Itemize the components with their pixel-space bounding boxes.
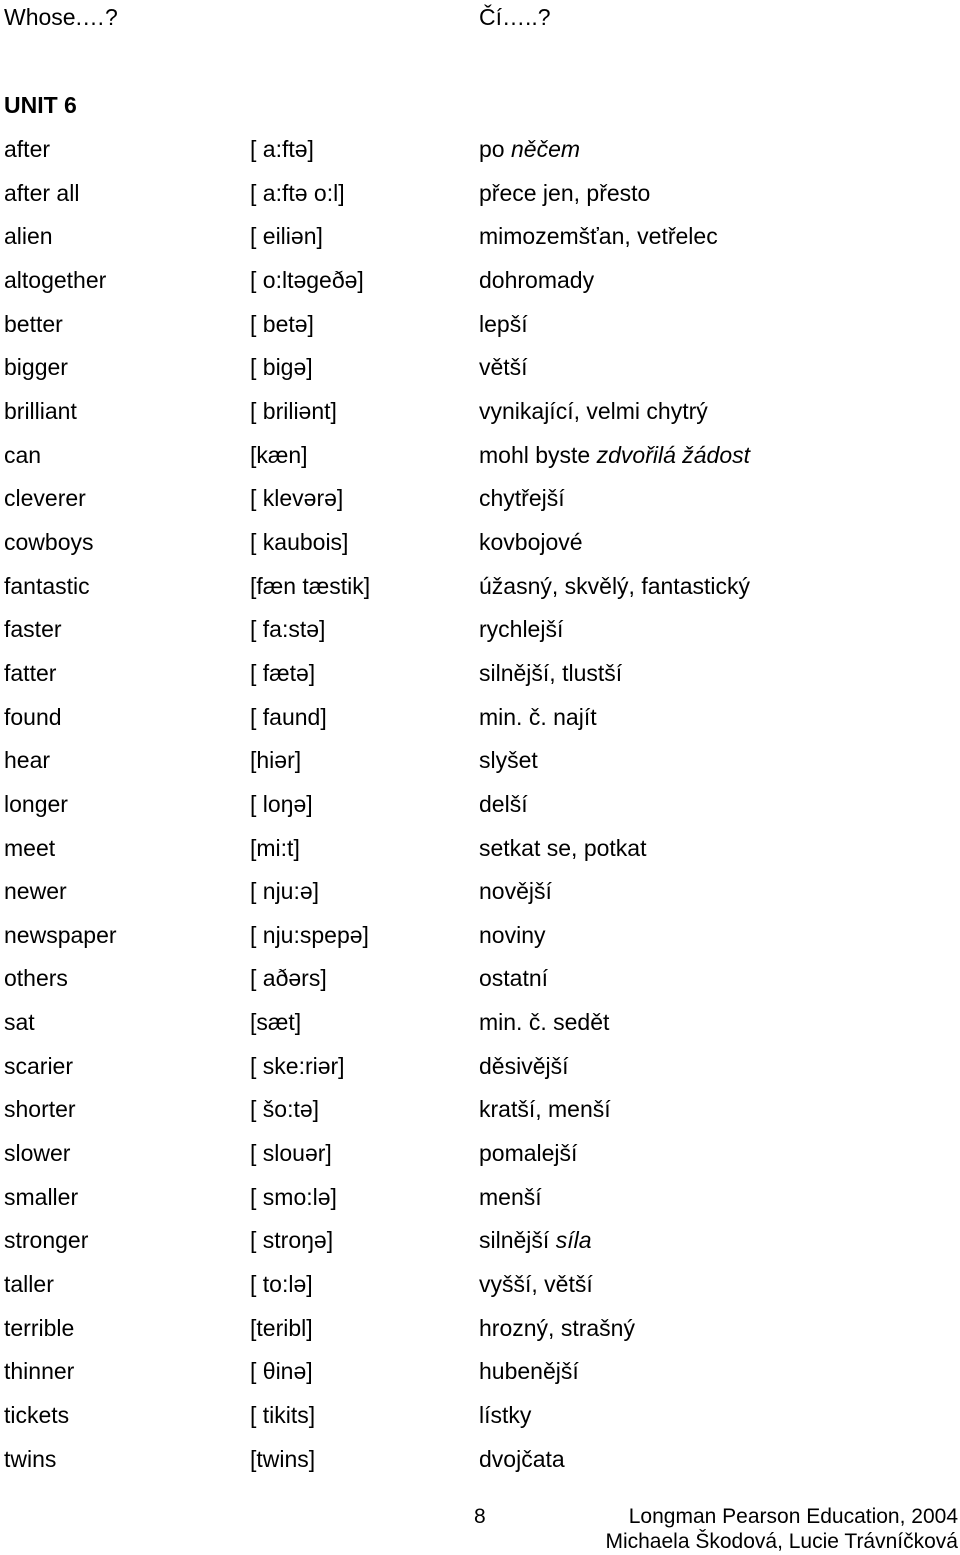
- phonetic-transcription: [sæt]: [250, 1009, 302, 1036]
- czech-translation-text: větší: [479, 354, 528, 381]
- czech-translation-text: noviny: [479, 921, 546, 948]
- vocab-row: [0, 652, 960, 696]
- phonetic-transcription: [ a:ftə o:l]: [250, 179, 345, 206]
- phonetic-transcription: [ loŋə]: [250, 790, 313, 817]
- vocab-row: [0, 1001, 960, 1045]
- czech-translation-text: slyšet: [479, 747, 538, 774]
- phonetic-transcription: [ aðərs]: [250, 965, 327, 992]
- phonetic-transcription: [ klevərə]: [250, 485, 344, 512]
- czech-translation: [479, 1394, 531, 1438]
- czech-translation: [479, 957, 548, 1001]
- czech-translation: [479, 1132, 577, 1176]
- czech-translation-text: dohromady: [479, 266, 595, 293]
- english-word: after: [4, 136, 51, 162]
- english-word: fantastic: [4, 572, 90, 599]
- english-word: meet: [4, 834, 56, 861]
- vocab-row: [0, 827, 960, 871]
- czech-translation-text: kovbojové: [479, 528, 583, 555]
- czech-translation-text: vyšší, větší: [479, 1271, 593, 1298]
- czech-translation-note: síla: [555, 1227, 592, 1254]
- phonetic-transcription: [ nju:spepə]: [250, 921, 369, 948]
- english-word: sat: [4, 1009, 35, 1036]
- english-word: longer: [4, 790, 68, 817]
- english-word: slower: [4, 1140, 71, 1167]
- phonetic-transcription: [teribl]: [250, 1314, 313, 1341]
- phonetic-transcription: [ to:lə]: [250, 1271, 313, 1298]
- czech-translation: [479, 346, 528, 390]
- czech-translation: [479, 1307, 635, 1351]
- czech-translation: [479, 172, 650, 216]
- english-word: newer: [4, 878, 67, 905]
- english-word: twins: [4, 1445, 57, 1472]
- czech-translation-text: silnější: [479, 1227, 550, 1254]
- czech-translation-text: ostatní: [479, 965, 549, 992]
- czech-translation: [479, 565, 750, 609]
- czech-translation: [479, 608, 563, 652]
- czech-translation-text: vynikající, velmi chytrý: [479, 397, 708, 424]
- phonetic-transcription: [ a:ftə]: [250, 136, 314, 162]
- vocab-row: [0, 696, 960, 740]
- vocab-row: [0, 1438, 960, 1482]
- english-word: better: [4, 310, 63, 337]
- czech-translation: [479, 303, 528, 347]
- english-word: after all: [4, 179, 80, 206]
- phonetic-transcription: [ bigə]: [250, 354, 313, 381]
- czech-translation-text: menší: [479, 1183, 542, 1210]
- czech-translation-text: dvojčata: [479, 1445, 565, 1472]
- publisher-credit: Longman Pearson Education, 2004: [628, 1505, 958, 1528]
- czech-translation: [479, 1263, 593, 1307]
- vocab-row: [0, 303, 960, 347]
- czech-translation: [479, 1176, 542, 1220]
- english-word: terrible: [4, 1314, 75, 1341]
- czech-translation-text: kratší, menší: [479, 1096, 611, 1123]
- vocab-row: [0, 608, 960, 652]
- czech-translation-text: delší: [479, 790, 528, 817]
- phonetic-transcription: [ θinə]: [250, 1358, 313, 1385]
- header-left-title: Whose.…?: [4, 4, 118, 30]
- phonetic-transcription: [ smo:lə]: [250, 1183, 337, 1210]
- czech-translation-text: hrozný, strašný: [479, 1314, 635, 1341]
- czech-translation: [479, 434, 750, 478]
- vocab-row: [0, 1263, 960, 1307]
- english-word: shorter: [4, 1096, 76, 1123]
- vocab-row: [0, 259, 960, 303]
- czech-translation-text: min. č. najít: [479, 703, 597, 730]
- vocab-row: [0, 739, 960, 783]
- vocab-row: [0, 957, 960, 1001]
- czech-translation: [479, 259, 594, 303]
- czech-translation: [479, 652, 622, 696]
- vocab-row: [0, 1176, 960, 1220]
- page-number: 8: [474, 1505, 486, 1528]
- phonetic-transcription: [ fætə]: [250, 659, 316, 686]
- czech-translation-text: děsivější: [479, 1052, 569, 1079]
- vocab-row: [0, 1219, 960, 1263]
- phonetic-transcription: [ briliənt]: [250, 397, 337, 424]
- czech-translation: [479, 1045, 568, 1089]
- english-word: alien: [4, 223, 53, 250]
- czech-translation: [479, 1350, 579, 1394]
- czech-translation-text: pomalejší: [479, 1140, 578, 1167]
- phonetic-transcription: [ šo:tə]: [250, 1096, 320, 1123]
- vocab-row: [0, 870, 960, 914]
- czech-translation-text: chytřejší: [479, 485, 565, 512]
- czech-translation: [479, 696, 597, 740]
- phonetic-transcription: [kæn]: [250, 441, 308, 468]
- authors-credit: Michaela Škodová, Lucie Trávníčková: [605, 1530, 958, 1553]
- czech-translation-text: hubenější: [479, 1358, 579, 1385]
- vocab-row: [0, 565, 960, 609]
- english-word: bigger: [4, 354, 68, 381]
- czech-translation: [479, 827, 646, 871]
- english-word: stronger: [4, 1227, 89, 1254]
- vocab-row: [0, 1088, 960, 1132]
- english-word: thinner: [4, 1358, 75, 1385]
- czech-translation-text: setkat se, potkat: [479, 834, 647, 861]
- phonetic-transcription: [ tikits]: [250, 1402, 316, 1429]
- phonetic-transcription: [mi:t]: [250, 834, 300, 861]
- czech-translation: [479, 1219, 592, 1263]
- english-word: faster: [4, 616, 62, 643]
- english-word: found: [4, 703, 62, 730]
- czech-translation-text: novější: [479, 878, 552, 905]
- phonetic-transcription: [ faund]: [250, 703, 327, 730]
- czech-translation-text: lístky: [479, 1402, 532, 1429]
- vocab-row: [0, 172, 960, 216]
- english-word: taller: [4, 1271, 54, 1298]
- czech-translation-text: po: [479, 136, 505, 162]
- czech-translation-text: min. č. sedět: [479, 1009, 610, 1036]
- czech-translation-text: rychlejší: [479, 616, 564, 643]
- english-word: tickets: [4, 1402, 70, 1429]
- english-word: brilliant: [4, 397, 77, 424]
- czech-translation: [479, 128, 580, 172]
- phonetic-transcription: [ nju:ə]: [250, 878, 320, 905]
- vocab-row: [0, 914, 960, 958]
- vocab-row: [0, 783, 960, 827]
- english-word: hear: [4, 747, 51, 774]
- phonetic-transcription: [ betə]: [250, 310, 314, 337]
- phonetic-transcription: [ stroŋə]: [250, 1227, 334, 1254]
- czech-translation: [479, 739, 538, 783]
- czech-translation: [479, 1001, 609, 1045]
- czech-translation: [479, 870, 552, 914]
- english-word: cleverer: [4, 485, 86, 512]
- english-word: smaller: [4, 1183, 79, 1210]
- czech-translation: [479, 914, 545, 958]
- czech-translation-text: silnější, tlustší: [479, 659, 623, 686]
- vocab-row: [0, 128, 960, 172]
- vocab-row: [0, 346, 960, 390]
- english-word: can: [4, 441, 42, 468]
- vocab-row: [0, 1045, 960, 1089]
- english-word: fatter: [4, 659, 57, 686]
- czech-translation: [479, 477, 565, 521]
- vocab-row: [0, 477, 960, 521]
- czech-translation-text: mohl byste: [479, 441, 591, 468]
- vocab-row: [0, 1350, 960, 1394]
- phonetic-transcription: [twins]: [250, 1445, 316, 1472]
- phonetic-transcription: [ kaubois]: [250, 528, 349, 555]
- czech-translation-text: úžasný, skvělý, fantastický: [479, 572, 750, 599]
- vocab-row: [0, 434, 960, 478]
- czech-translation-text: mimozemšťan, vetřelec: [479, 223, 718, 250]
- phonetic-transcription: [ fa:stə]: [250, 616, 326, 643]
- czech-translation-note: něčem: [510, 136, 581, 162]
- vocabulary-list: [0, 128, 960, 1481]
- vocab-row: [0, 215, 960, 259]
- czech-translation: [479, 783, 528, 827]
- phonetic-transcription: [ eiliən]: [250, 223, 323, 250]
- english-word: altogether: [4, 266, 107, 293]
- vocab-row: [0, 1307, 960, 1351]
- czech-translation: [479, 1088, 611, 1132]
- vocab-row: [0, 1132, 960, 1176]
- czech-translation: [479, 390, 708, 434]
- header-right-title: Čí…..?: [479, 4, 551, 30]
- phonetic-transcription: [fæn tæstik]: [250, 572, 371, 599]
- unit-title: UNIT 6: [4, 92, 77, 118]
- vocab-row: [0, 1394, 960, 1438]
- english-word: cowboys: [4, 528, 94, 555]
- czech-translation-text: přece jen, přesto: [479, 179, 651, 206]
- vocab-row: [0, 521, 960, 565]
- english-word: scarier: [4, 1052, 74, 1079]
- czech-translation-note: zdvořilá žádost: [596, 441, 751, 468]
- english-word: others: [4, 965, 68, 992]
- vocab-row: [0, 390, 960, 434]
- english-word: newspaper: [4, 921, 117, 948]
- phonetic-transcription: [ ske:riər]: [250, 1052, 345, 1079]
- czech-translation: [479, 521, 583, 565]
- phonetic-transcription: [ o:ltəgeðə]: [250, 266, 364, 293]
- czech-translation: [479, 1438, 565, 1482]
- czech-translation-text: lepší: [479, 310, 528, 337]
- czech-translation: [479, 215, 718, 259]
- phonetic-transcription: [ slouər]: [250, 1140, 332, 1167]
- phonetic-transcription: [hiər]: [250, 747, 302, 774]
